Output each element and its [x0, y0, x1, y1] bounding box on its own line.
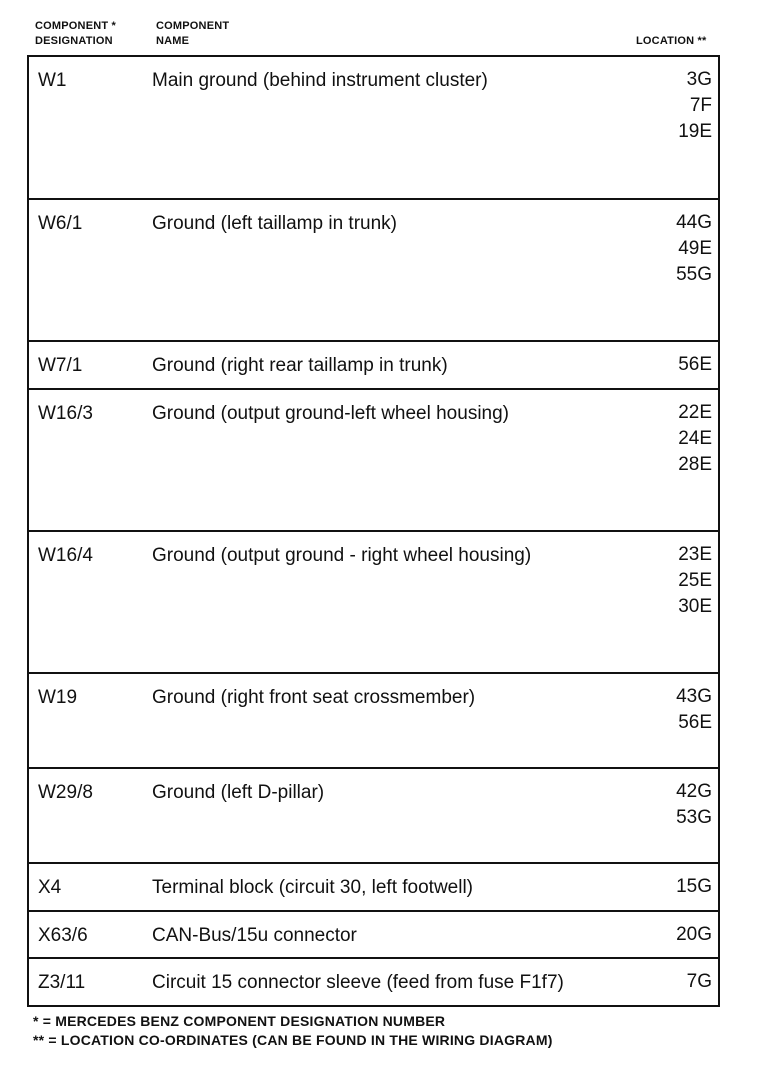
location-value: 15G	[676, 876, 712, 897]
location-value: 30E	[678, 596, 712, 617]
component-designation: Z3/11	[38, 972, 86, 993]
header-name-line1: COMPONENT	[156, 20, 230, 32]
component-name: Ground (output ground - right wheel housing)	[152, 545, 532, 566]
location-value: 42G	[676, 781, 712, 802]
component-designation: W1	[38, 70, 67, 91]
location-list	[678, 355, 712, 381]
component-designation: X4	[38, 877, 62, 898]
location-value: 53G	[676, 807, 712, 828]
location-value: 44G	[676, 212, 712, 233]
table-row	[29, 864, 718, 912]
header-designation	[35, 19, 116, 49]
location-value: 25E	[678, 570, 712, 591]
table-row	[29, 674, 718, 769]
location-value: 28E	[678, 454, 712, 475]
location-list	[678, 70, 712, 148]
table-row	[29, 769, 718, 864]
location-list	[687, 972, 712, 998]
location-list	[676, 687, 712, 739]
component-designation: W16/4	[38, 545, 93, 566]
component-name: Ground (left taillamp in trunk)	[152, 213, 397, 234]
location-value: 49E	[678, 238, 712, 259]
location-value: 19E	[678, 121, 712, 142]
component-name: Ground (left D-pillar)	[152, 782, 325, 803]
table-row	[29, 959, 718, 1007]
location-value: 43G	[676, 686, 712, 707]
component-designation: W7/1	[38, 355, 83, 376]
component-name: Ground (right front seat crossmember)	[152, 687, 476, 708]
header-designation-line1: COMPONENT *	[35, 20, 117, 32]
component-designation: W19	[38, 687, 78, 708]
table-row	[29, 342, 718, 390]
header-name	[156, 19, 229, 49]
location-value: 7F	[689, 95, 712, 116]
component-name: Ground (output ground-left wheel housing)	[152, 403, 510, 424]
component-name: Circuit 15 connector sleeve (feed from fuse F1f7)	[152, 972, 564, 993]
header-name-line2: NAME	[156, 35, 190, 47]
location-list	[676, 877, 712, 903]
table-row	[29, 532, 718, 674]
table-row	[29, 200, 718, 342]
location-value: 22E	[678, 402, 712, 423]
component-name: CAN-Bus/15u connector	[152, 925, 357, 946]
component-table	[27, 55, 720, 1007]
table-row	[29, 912, 718, 959]
location-value: 20G	[676, 924, 712, 945]
header-designation-line2: DESIGNATION	[35, 35, 113, 47]
location-list	[676, 782, 712, 834]
component-designation: W29/8	[38, 782, 93, 803]
footnote-designation: * = MERCEDES BENZ COMPONENT DESIGNATION NUMBER	[33, 1013, 446, 1029]
component-name: Main ground (behind instrument cluster)	[152, 70, 488, 91]
component-designation: X63/6	[38, 925, 88, 946]
location-list	[676, 213, 712, 291]
location-value: 55G	[676, 264, 712, 285]
table-row	[29, 57, 718, 200]
component-name: Terminal block (circuit 30, left footwell)	[152, 877, 473, 898]
location-value: 56E	[678, 712, 712, 733]
component-designation: W16/3	[38, 403, 93, 424]
header-location-label: LOCATION **	[636, 35, 707, 47]
location-value: 24E	[678, 428, 712, 449]
component-name: Ground (right rear taillamp in trunk)	[152, 355, 448, 376]
footnote-location: ** = LOCATION CO-ORDINATES (CAN BE FOUND IN THE WIRING DIAGRAM)	[33, 1032, 553, 1048]
location-value: 56E	[678, 354, 712, 375]
table-row	[29, 390, 718, 532]
location-list	[676, 925, 712, 951]
location-value: 7G	[686, 971, 712, 992]
location-value: 23E	[678, 544, 712, 565]
location-list	[678, 545, 712, 623]
component-designation: W6/1	[38, 213, 83, 234]
header-location	[636, 34, 706, 49]
location-list	[678, 403, 712, 481]
location-value: 3G	[686, 69, 712, 90]
